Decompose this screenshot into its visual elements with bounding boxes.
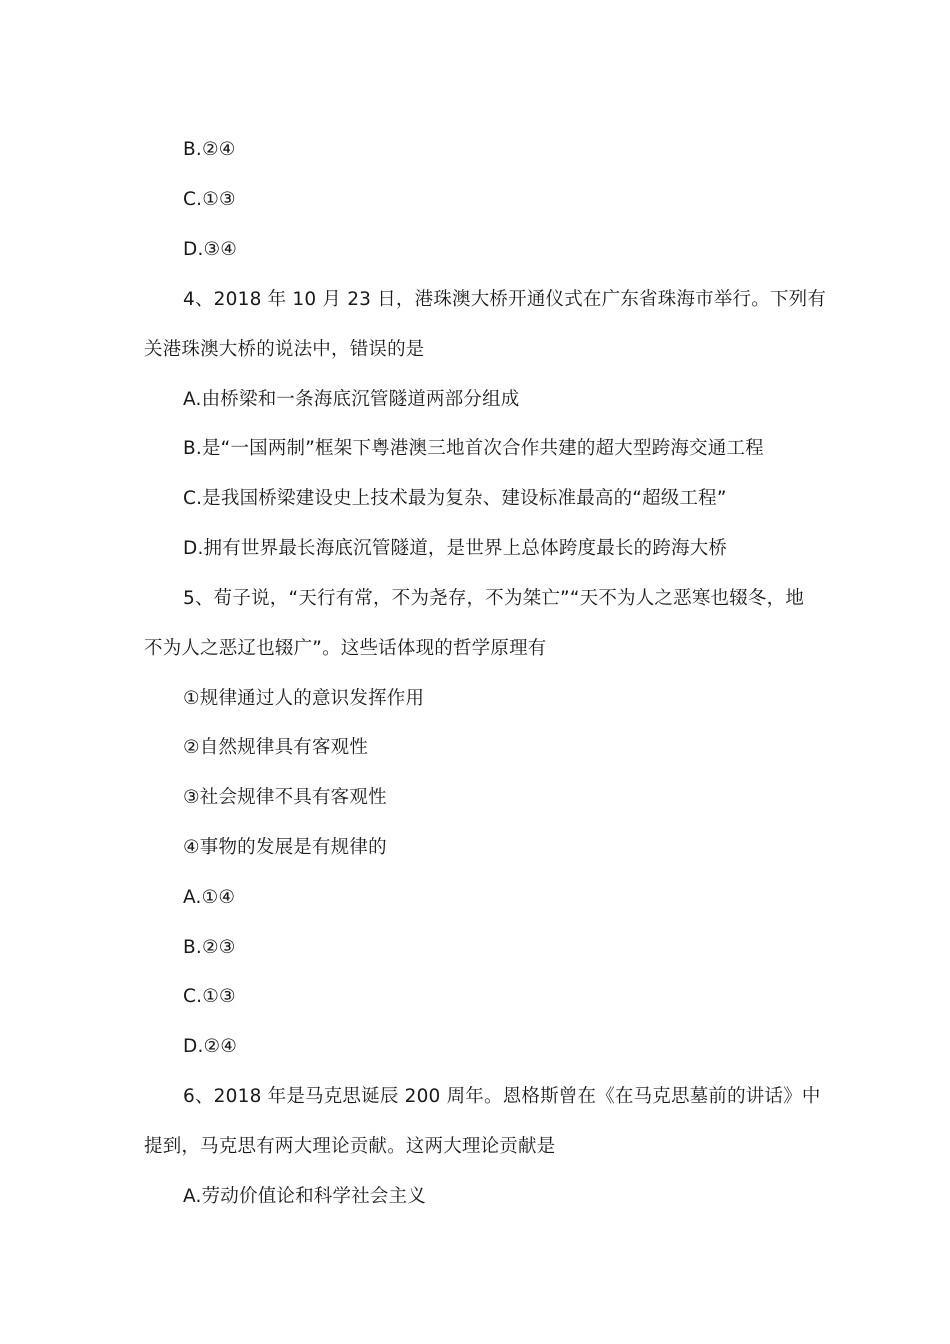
q3-option-b: B.②④ [183,139,236,160]
q5-option-a: A.①④ [183,887,236,908]
q5-option-c: C.①③ [183,986,236,1007]
q4-option-a: A.由桥梁和一条海底沉管隧道两部分组成 [183,389,520,410]
q4-stem-line-2: 关港珠澳大桥的说法中，错误的是 [144,339,425,360]
q5-statement-2: ②自然规律具有客观性 [183,737,369,758]
q5-stem-line-2: 不为人之恶辽也辍广”。这些话体现的哲学原理有 [144,638,547,659]
q5-option-b: B.②③ [183,937,236,958]
q5-option-d: D.②④ [183,1036,238,1057]
q5-statement-4: ④事物的发展是有规律的 [183,837,387,858]
q6-stem-line-2: 提到，马克思有两大理论贡献。这两大理论贡献是 [144,1136,556,1157]
q4-stem-line-1: 4、2018 年 10 月 23 日，港珠澳大桥开通仪式在广东省珠海市举行。下列有 [183,289,827,310]
q5-stem-line-1: 5、荀子说，“天行有常，不为尧存，不为桀亡”“天不为人之恶寒也辍冬，地 [183,588,805,609]
q4-option-c: C.是我国桥梁建设史上技术最为复杂、建设标准最高的“超级工程” [183,488,727,509]
q4-option-b: B.是“一国两制”框架下粤港澳三地首次合作共建的超大型跨海交通工程 [183,438,764,459]
q5-statement-3: ③社会规律不具有客观性 [183,787,387,808]
q3-option-c: C.①③ [183,189,236,210]
q6-option-a: A.劳动价值论和科学社会主义 [183,1186,427,1207]
q6-stem-line-1: 6、2018 年是马克思诞辰 200 周年。恩格斯曾在《在马克思墓前的讲话》中 [183,1086,821,1107]
q4-option-d: D.拥有世界最长海底沉管隧道，是世界上总体跨度最长的跨海大桥 [183,538,728,559]
q5-statement-1: ①规律通过人的意识发挥作用 [183,688,425,709]
q3-option-d: D.③④ [183,239,238,260]
